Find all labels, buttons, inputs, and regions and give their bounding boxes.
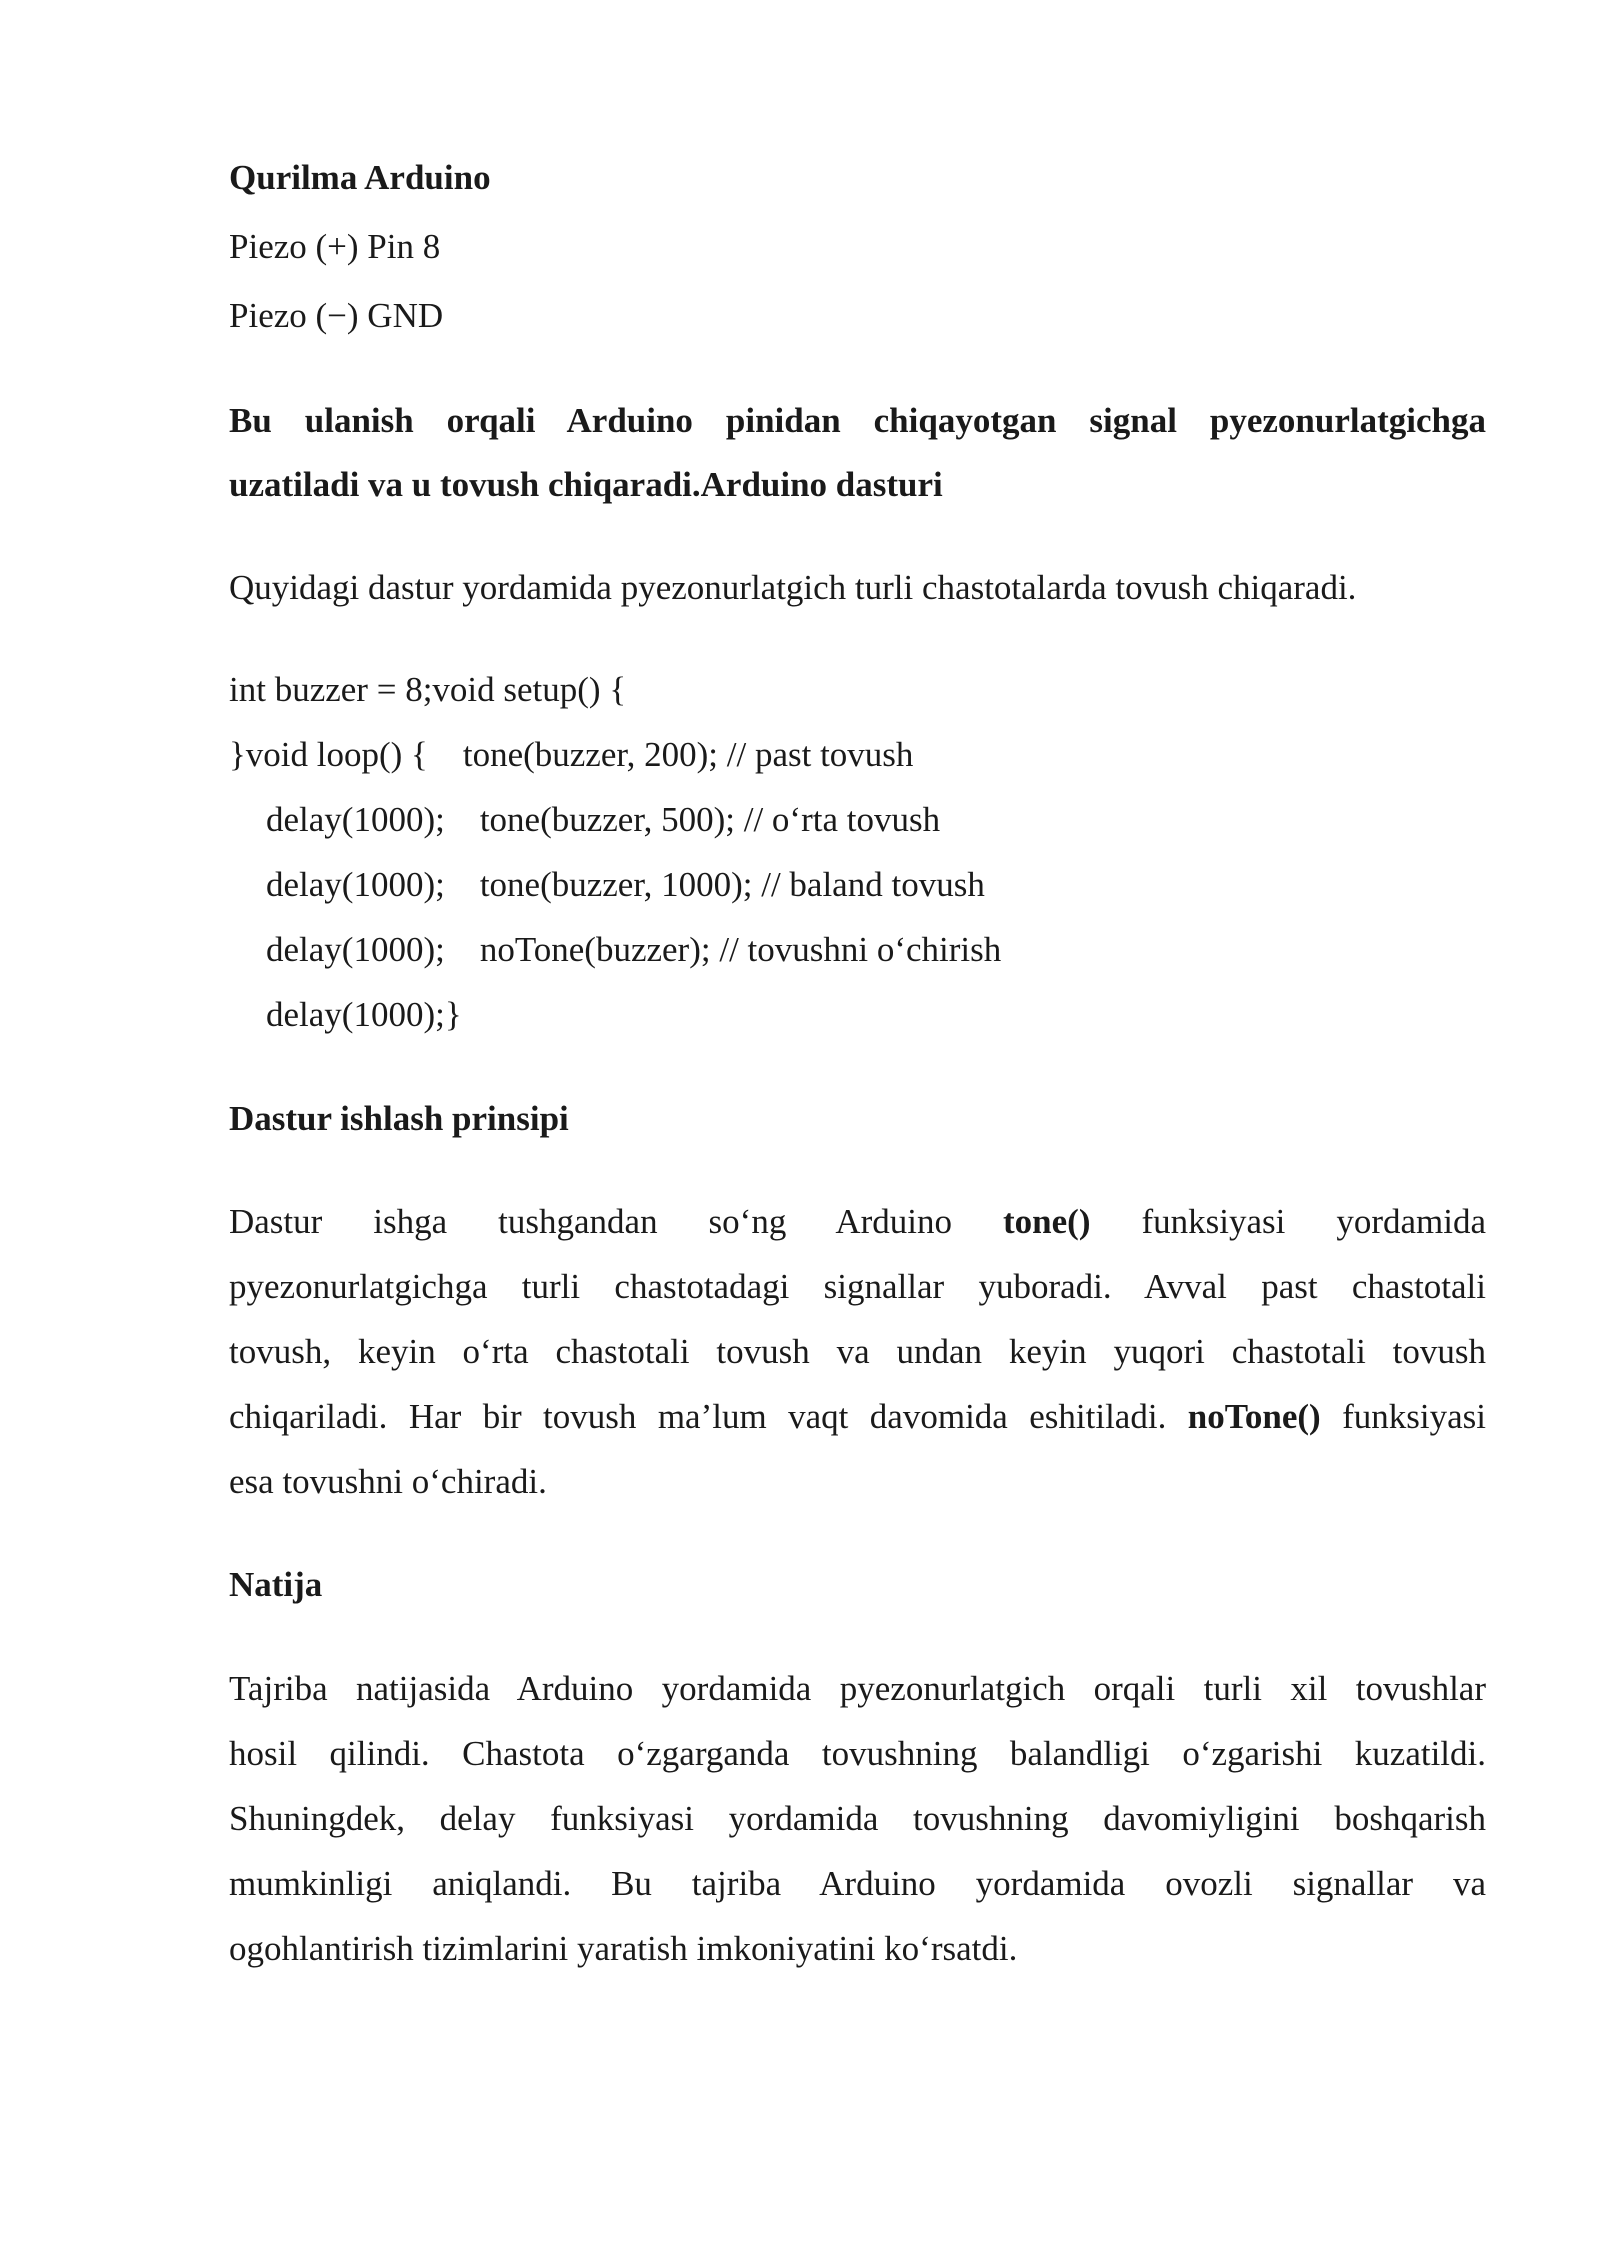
code-line: delay(1000); tone(buzzer, 500); // o‘rta tovush [266, 800, 941, 839]
tone-function-name: tone() [1003, 1202, 1091, 1241]
code-line: delay(1000);} [266, 995, 462, 1034]
result-paragraph-line: Shuningdek, delay funksiyasi yordamida tovushning davomiyligini boshqarish [229, 1799, 1486, 1838]
wiring-row-positive: Piezo (+) Pin 8 [229, 227, 441, 266]
wiring-row-negative: Piezo (−) GND [229, 296, 444, 335]
result-paragraph-line: mumkinligi aniqlandi. Bu tajriba Arduino yordamida ovozli signallar va [229, 1864, 1486, 1903]
result-paragraph-line: Tajriba natijasida Arduino yordamida pyezonurlatgich orqali turli xil tovushlar [229, 1669, 1486, 1708]
principle-paragraph-line: tovush, keyin o‘rta chastotali tovush va undan keyin yuqori chastotali tovush [229, 1332, 1486, 1371]
code-line: delay(1000); noTone(buzzer); // tovushni o‘chirish [266, 930, 1002, 969]
code-line: }void loop() { tone(buzzer, 200); // past tovush [229, 735, 914, 774]
connection-paragraph-line: uzatiladi va u tovush chiqaradi.Arduino dasturi [229, 465, 943, 504]
principle-paragraph-line: esa tovushni o‘chiradi. [229, 1462, 547, 1501]
principle-paragraph-line: Dastur ishga tushgandan so‘ng Arduino tone() funksiyasi yordamida [229, 1202, 1487, 1241]
connection-paragraph-line: Bu ulanish orqali Arduino pinidan chiqayotgan signal pyezonurlatgichga [229, 401, 1486, 440]
code-line: int buzzer = 8;void setup() { [229, 670, 627, 709]
notone-function-name: noTone() [1187, 1397, 1321, 1436]
result-paragraph-line: ogohlantirish tizimlarini yaratish imkoniyatini ko‘rsatdi. [229, 1929, 1018, 1968]
code-line: delay(1000); tone(buzzer, 1000); // baland tovush [266, 865, 985, 904]
program-intro: Quyidagi dastur yordamida pyezonurlatgich turli chastotalarda tovush chiqaradi. [229, 568, 1357, 607]
wiring-header: Qurilma Arduino [229, 158, 491, 197]
principle-paragraph-line: chiqariladi. Har bir tovush ma’lum vaqt davomida eshitiladi. noTone() funksiyasi [229, 1397, 1487, 1436]
principle-heading: Dastur ishlash prinsipi [229, 1099, 569, 1138]
result-paragraph-line: hosil qilindi. Chastota o‘zgarganda tovushning balandligi o‘zgarishi kuzatildi. [229, 1734, 1486, 1773]
result-heading: Natija [229, 1565, 323, 1604]
principle-paragraph-line: pyezonurlatgichga turli chastotadagi signallar yuboradi. Avval past chastotali [229, 1267, 1486, 1306]
